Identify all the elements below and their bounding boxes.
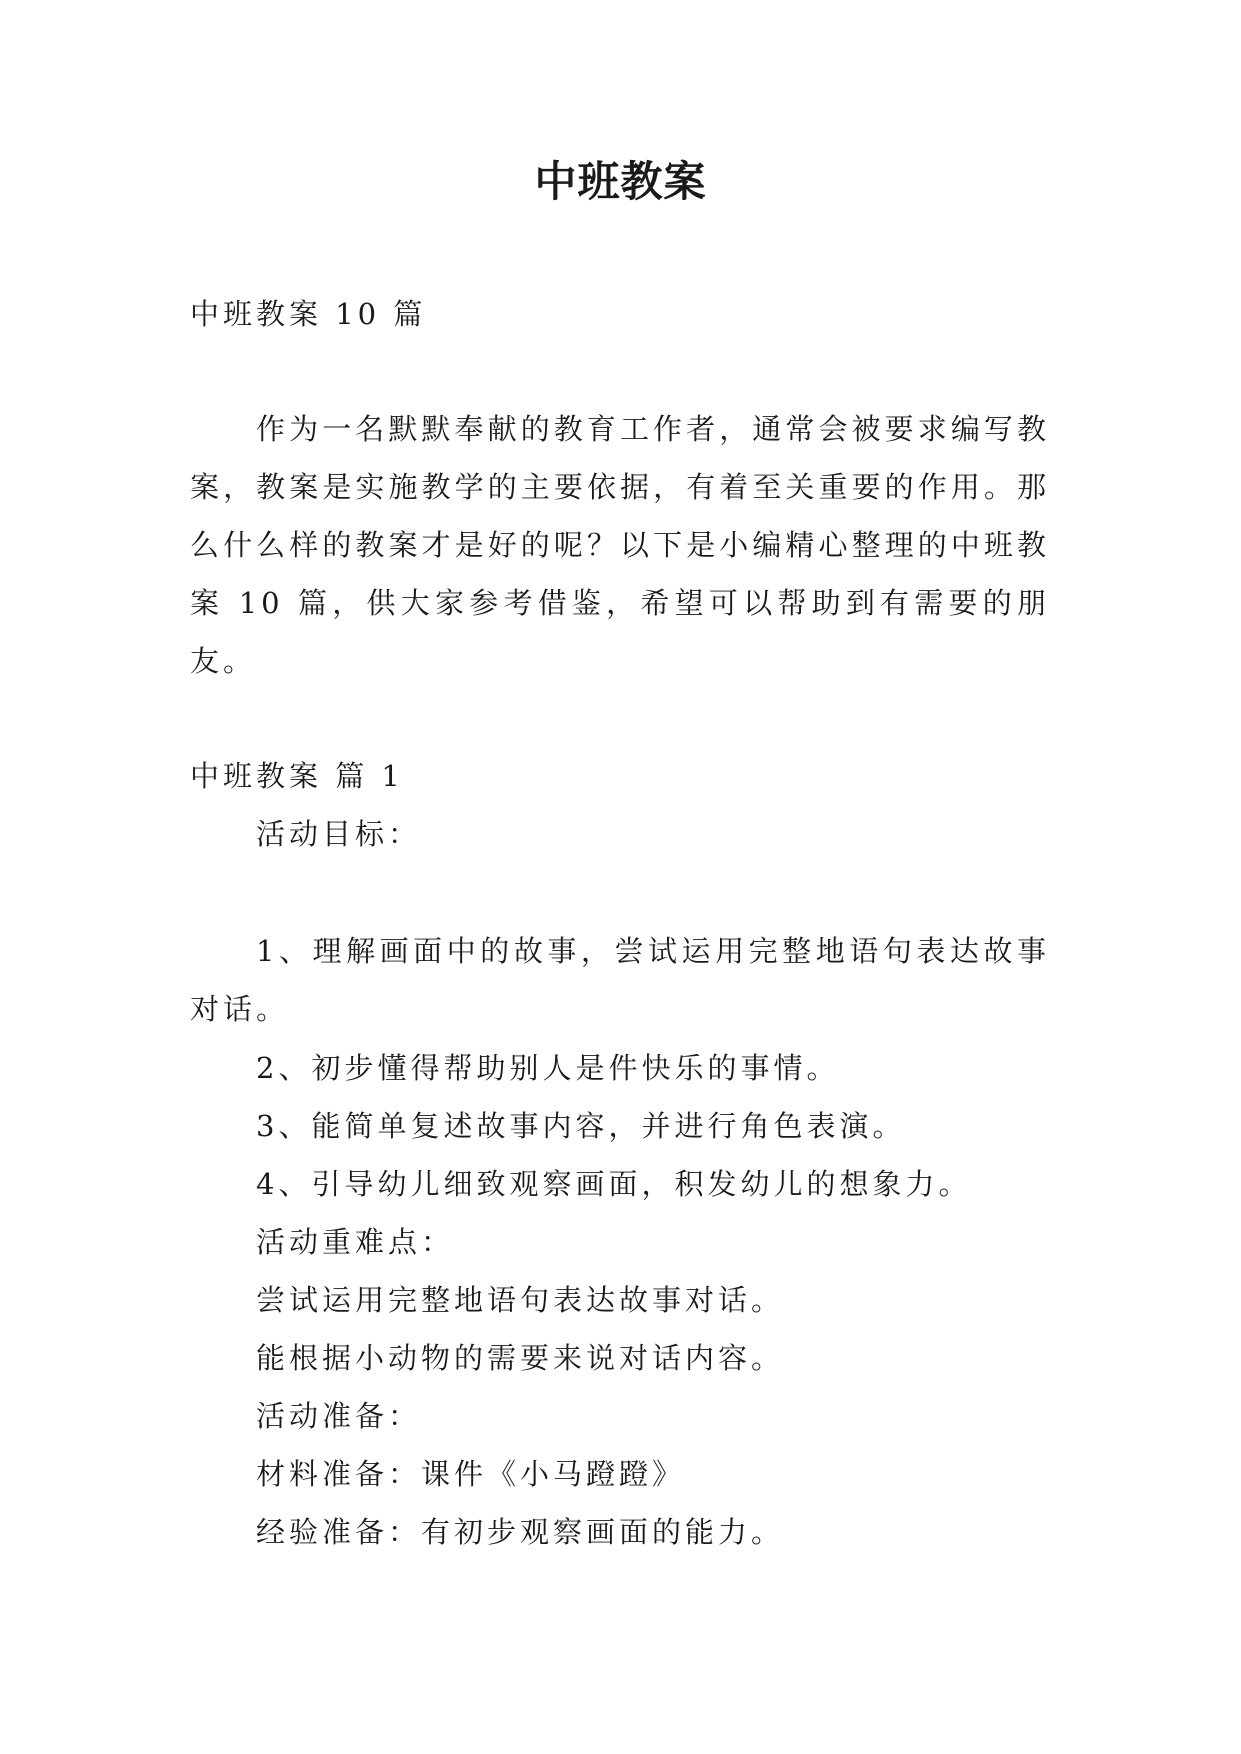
document-subtitle: 中班教案 10 篇 bbox=[190, 297, 427, 331]
goals-label: 活动目标： bbox=[256, 817, 422, 851]
document-title: 中班教案 bbox=[534, 157, 707, 206]
prep-label: 活动准备： bbox=[256, 1399, 422, 1433]
goal-item-2: 2、初步懂得帮助别人是件快乐的事情。 bbox=[256, 1051, 840, 1085]
prep-experience: 经验准备：有初步观察画面的能力。 bbox=[256, 1515, 785, 1549]
key-point-2: 能根据小动物的需要来说对话内容。 bbox=[256, 1341, 785, 1375]
intro-paragraph: 作为一名默默奉献的教育工作者，通常会被要求编写教案，教案是实施教学的主要依据，有着至关重要的作用。那么什么样的教案才是好的呢？以下是小编精心整理的中班教案 10 篇，供大家参考借鉴，希望可以帮助到有需要的朋友。 bbox=[190, 412, 1050, 678]
goal-item-3: 3、能简单复述故事内容，并进行角色表演。 bbox=[256, 1109, 906, 1143]
goal-item-4: 4、引导幼儿细致观察画面，积发幼儿的想象力。 bbox=[256, 1167, 972, 1201]
prep-material: 材料准备：课件《小马蹬蹬》 bbox=[256, 1457, 686, 1491]
goal-item-1: 1、理解画面中的故事，尝试运用完整地语句表达故事对话。 bbox=[190, 934, 1050, 1026]
section-heading: 中班教案 篇 1 bbox=[190, 759, 404, 793]
key-points-label: 活动重难点： bbox=[256, 1225, 455, 1259]
key-point-1: 尝试运用完整地语句表达故事对话。 bbox=[256, 1283, 785, 1317]
